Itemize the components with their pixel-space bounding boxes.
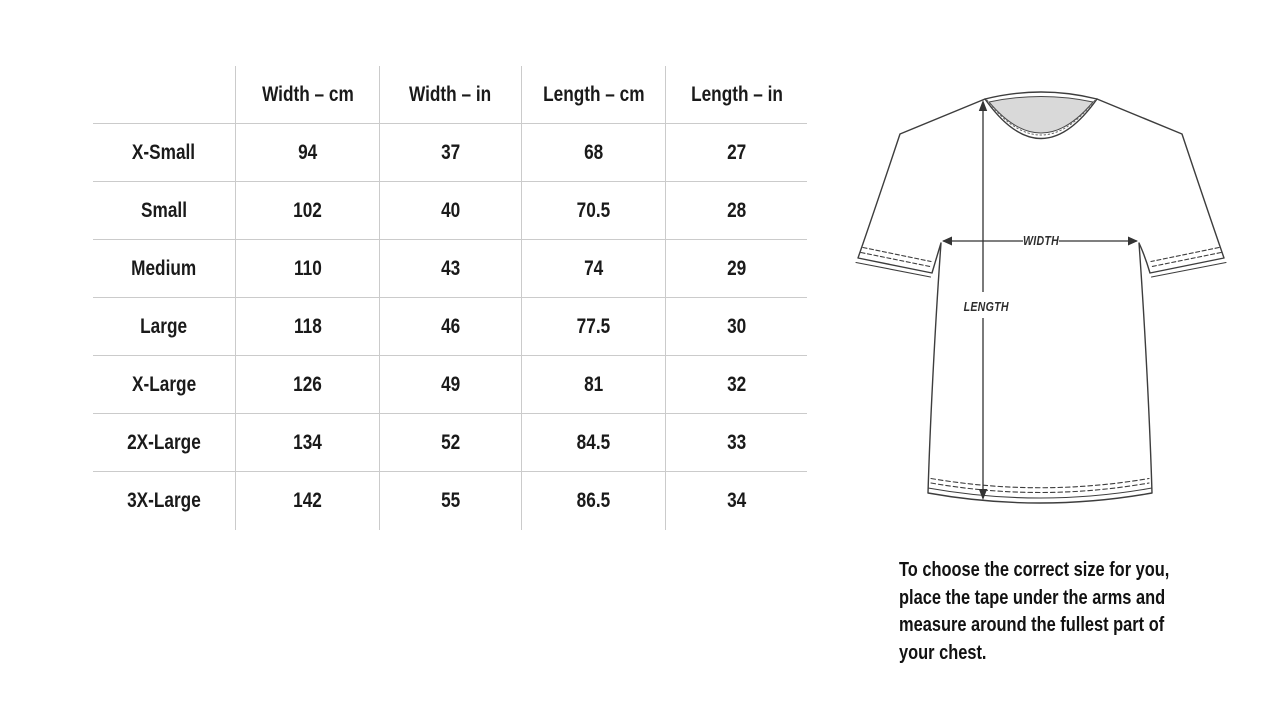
header-text: Length – cm <box>542 82 645 106</box>
value-cell <box>380 414 522 472</box>
cell-text: 68 <box>583 140 604 164</box>
value-cell <box>522 472 666 530</box>
value-cell <box>666 124 807 182</box>
cell-text: 84.5 <box>576 430 611 454</box>
cell-text: 33 <box>726 430 747 454</box>
header-text: Width – in <box>409 82 492 106</box>
cell-text: 28 <box>726 198 747 222</box>
value-cell <box>236 472 380 530</box>
collar-back-fill <box>989 97 1093 134</box>
value-cell <box>666 356 807 414</box>
cell-text: 74 <box>583 256 604 280</box>
value-cell <box>236 124 380 182</box>
cell-text: 110 <box>293 256 322 280</box>
value-cell <box>666 414 807 472</box>
value-cell <box>522 182 666 240</box>
cell-text: 77.5 <box>576 314 611 338</box>
cell-text: Medium <box>131 256 197 280</box>
value-cell <box>522 240 666 298</box>
cell-text: 29 <box>726 256 747 280</box>
length-dimension-label: LENGTH <box>963 300 1009 315</box>
width-dimension-label: WIDTH <box>1022 234 1060 249</box>
value-cell <box>380 356 522 414</box>
cell-text: Small <box>141 198 187 222</box>
value-cell <box>666 240 807 298</box>
value-cell <box>380 182 522 240</box>
cell-text: 30 <box>726 314 747 338</box>
row-label <box>93 298 236 356</box>
value-cell <box>380 472 522 530</box>
width-arrowhead-left <box>942 237 952 246</box>
value-cell <box>522 298 666 356</box>
cell-text: 49 <box>440 372 461 396</box>
cell-text: 142 <box>293 489 322 512</box>
row-label <box>93 240 236 298</box>
cell-text: Large <box>140 314 188 338</box>
cell-text: 3X-Large <box>127 489 201 512</box>
cell-text: 34 <box>726 489 747 512</box>
value-cell <box>522 356 666 414</box>
cell-text: X-Large <box>131 372 197 396</box>
value-cell <box>666 182 807 240</box>
cell-text: 2X-Large <box>127 430 201 454</box>
cell-text: 70.5 <box>576 198 611 222</box>
value-cell <box>666 472 807 530</box>
cell-text: 37 <box>440 140 461 164</box>
column-header <box>522 66 666 124</box>
row-label <box>93 472 236 530</box>
row-label <box>93 414 236 472</box>
header-text: Length – in <box>690 82 783 106</box>
cell-text: 134 <box>293 430 322 454</box>
cell-text: 55 <box>440 489 461 512</box>
cell-text: 126 <box>293 372 322 396</box>
cell-text: 32 <box>726 372 747 396</box>
length-arrowhead-down <box>979 489 987 500</box>
cell-text: 40 <box>440 198 461 222</box>
value-cell <box>522 124 666 182</box>
column-header <box>236 66 380 124</box>
cell-text: 43 <box>440 256 461 280</box>
value-cell <box>380 240 522 298</box>
cell-text: 118 <box>293 314 322 338</box>
cell-text: 102 <box>293 198 322 222</box>
width-arrowhead-right <box>1128 237 1138 246</box>
value-cell <box>236 298 380 356</box>
cell-text: 81 <box>583 372 604 396</box>
value-cell <box>666 298 807 356</box>
row-label <box>93 182 236 240</box>
value-cell <box>380 298 522 356</box>
cell-text: 86.5 <box>576 489 611 512</box>
value-cell <box>236 182 380 240</box>
cell-text: 27 <box>726 140 747 164</box>
column-header <box>380 66 522 124</box>
value-cell <box>522 414 666 472</box>
corner-cell <box>93 66 236 124</box>
hem-stitch <box>931 479 1149 488</box>
value-cell <box>236 240 380 298</box>
value-cell <box>236 414 380 472</box>
shirt-outline <box>858 92 1224 503</box>
cell-text: 94 <box>297 140 318 164</box>
cell-text: X-Small <box>132 140 196 164</box>
cell-text: 46 <box>440 314 461 338</box>
value-cell <box>380 124 522 182</box>
cell-text: 52 <box>440 430 461 454</box>
row-label <box>93 124 236 182</box>
sizing-instructions: To choose the correct size for you, place the tape under the arms and measure around the fullest part of your chest. <box>899 558 1170 664</box>
value-cell <box>236 356 380 414</box>
header-text: Width – cm <box>261 82 354 106</box>
column-header <box>666 66 807 124</box>
size-chart-table <box>93 66 807 530</box>
row-label <box>93 356 236 414</box>
tshirt-diagram <box>840 66 1260 536</box>
